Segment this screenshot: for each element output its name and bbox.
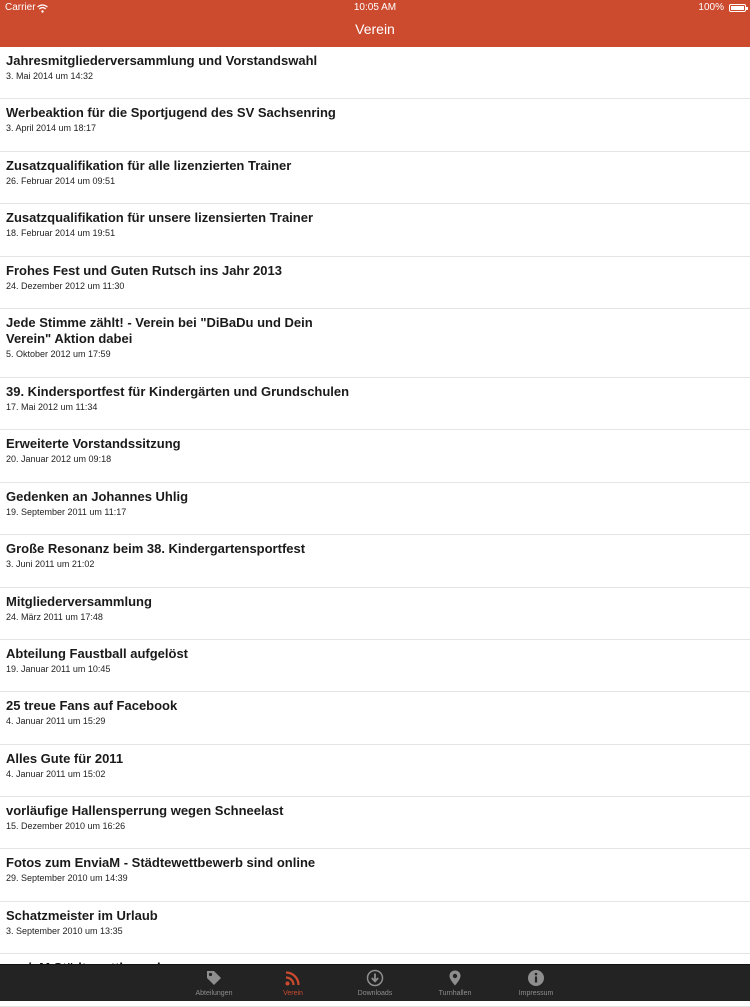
status-bar — [0, 0, 750, 16]
news-item-title: Alles Gute für 2011 — [6, 750, 124, 766]
rss-icon — [284, 969, 302, 987]
news-item[interactable] — [0, 745, 750, 797]
navigation-bar — [0, 0, 750, 47]
page-title: Verein — [355, 21, 395, 37]
news-item-title: Werbeaktion für die Sportjugend des SV Sachsenring — [6, 105, 336, 121]
tab-label: Turnhallen — [438, 990, 472, 997]
news-item-title: Zusatzqualifikation für unsere lizensierten Trainer — [6, 210, 314, 226]
news-item-date: 19. September 2011 um 11:17 — [6, 506, 127, 517]
news-item-date: 20. Januar 2012 um 09:18 — [6, 454, 112, 465]
news-item-date: 3. Mai 2014 um 14:32 — [6, 71, 94, 81]
news-item[interactable] — [0, 430, 750, 482]
news-list[interactable] — [0, 47, 750, 964]
clock: 10:05 AM — [353, 2, 397, 13]
tab-label: Impressum — [518, 990, 554, 997]
news-item-date: 17. Mai 2012 um 11:34 — [6, 401, 98, 412]
news-item-date: 18. Februar 2014 um 19:51 — [6, 228, 116, 239]
news-item[interactable] — [0, 204, 750, 256]
news-item[interactable] — [0, 640, 750, 692]
news-item-title: Gedenken an Johannes Uhlig — [6, 488, 189, 504]
info-icon — [527, 969, 545, 987]
news-item-title: vorläufige Hallensperrung wegen Schneelast — [6, 803, 284, 819]
tab-label: Downloads — [357, 990, 393, 997]
news-item-date: 3. Juni 2011 um 21:02 — [6, 559, 95, 570]
tab-downloads[interactable] — [335, 965, 415, 1001]
news-item-date: 4. Januar 2011 um 15:29 — [6, 716, 106, 727]
news-item-date: 15. Dezember 2010 um 16:26 — [6, 821, 126, 832]
news-item-title: Fotos zum EnviaM - Städtewettbewerb sind online — [6, 855, 316, 871]
news-item-date: 3. September 2010 um 13:35 — [6, 925, 123, 936]
tab-label: Verein — [283, 990, 303, 997]
news-item-title: Jede Stimme zählt! - Verein bei "DiBaDu und Dein Verein" Aktion dabei — [6, 314, 313, 346]
news-item[interactable] — [0, 257, 750, 309]
location-pin-icon — [446, 969, 464, 987]
news-item-date: 3. April 2014 um 18:17 — [6, 123, 97, 134]
news-item-date: 26. Februar 2014 um 09:51 — [6, 175, 116, 186]
news-item-title: 25 treue Fans auf Facebook — [6, 698, 178, 714]
news-item-date: 24. Dezember 2012 um 11:30 — [6, 280, 125, 291]
news-item-title: Jahresmitgliederversammlung und Vorstandswahl — [6, 53, 318, 68]
news-item-title: Erweiterte Vorstandssitzung — [6, 436, 181, 452]
tag-icon — [205, 969, 223, 987]
news-item-title: Frohes Fest und Guten Rutsch ins Jahr 2013 — [6, 262, 282, 278]
news-item[interactable] — [0, 535, 750, 587]
news-item[interactable] — [0, 152, 750, 204]
tab-label: Abteilungen — [195, 990, 233, 997]
news-item-title: Schatzmeister im Urlaub — [6, 907, 158, 923]
news-item-title: Abteilung Faustball aufgelöst — [6, 645, 189, 661]
news-item-title: Mitgliederversammlung — [6, 593, 152, 609]
news-item[interactable] — [0, 588, 750, 640]
tab-verein[interactable] — [253, 965, 333, 1001]
tab-turnhallen[interactable] — [415, 965, 495, 1001]
battery-icon — [729, 4, 746, 12]
news-item[interactable] — [0, 692, 750, 744]
news-item[interactable] — [0, 902, 750, 954]
news-item[interactable] — [0, 797, 750, 849]
download-icon — [366, 969, 384, 987]
tab-impressum[interactable] — [496, 965, 576, 1001]
news-item[interactable] — [0, 309, 750, 378]
battery-percentage: 100% — [698, 2, 724, 13]
news-item[interactable] — [0, 378, 750, 430]
news-item-date: 24. März 2011 um 17:48 — [6, 611, 103, 622]
news-item[interactable] — [0, 849, 750, 901]
news-item[interactable] — [0, 99, 750, 151]
news-item-title: Zusatzqualifikation für alle lizenzierten Trainer — [6, 157, 292, 173]
tab-bar — [0, 964, 750, 1001]
news-item-title: Große Resonanz beim 38. Kindergartensportfest — [6, 541, 306, 557]
news-item[interactable] — [0, 483, 750, 535]
tab-abteilungen[interactable] — [174, 965, 254, 1001]
news-item-date: 5. Oktober 2012 um 17:59 — [6, 348, 111, 359]
news-item-title: 39. Kindersportfest für Kindergärten und Grundschulen — [6, 383, 350, 399]
news-item-date: 19. Januar 2011 um 10:45 — [6, 663, 111, 674]
news-item-date: 4. Januar 2011 um 15:02 — [6, 768, 106, 779]
carrier-label: Carrier — [5, 2, 36, 13]
news-item[interactable] — [0, 47, 750, 99]
news-item-date: 29. September 2010 um 14:39 — [6, 873, 128, 884]
